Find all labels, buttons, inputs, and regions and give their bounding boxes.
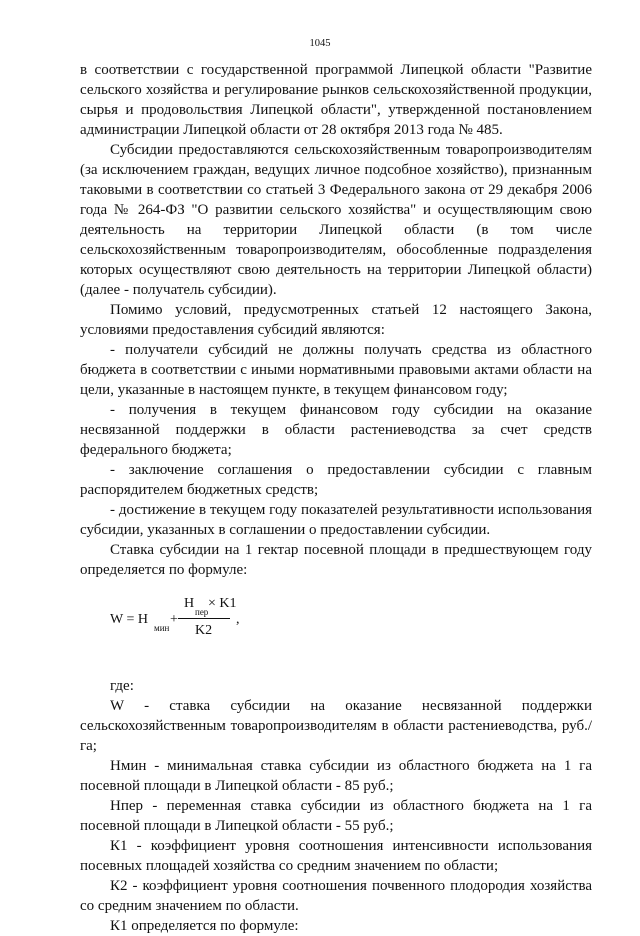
list-item: - получатели субсидий не должны получать средства из областного бюджета в соответствии с иными нормативными правовыми актами области на цели, указанные в настоящем пункте, в текущем финансовом году; [80, 342, 592, 398]
list-item: - достижение в текущем году показателей результативности использования субсидии, указанных в соглашении о предоставлении субсидии. [80, 502, 592, 538]
paragraph: в соответствии с государственной программой Липецкой области "Развитие сельского хозяйства и регулирование рынков сельскохозяйственной продукции, сырья и продовольствия Липецкой области", утвержденной постановлением администрации Липецкой области от 28 октября 2013 года № 485. [80, 62, 592, 138]
document-body [80, 60, 592, 936]
definition: К2 - коэффициент уровня соотношения почвенного плодородия хозяйства со средним значением по области. [80, 878, 592, 914]
paragraph: К1 определяется по формуле: [110, 918, 299, 934]
formula-numerator-h: H [184, 596, 195, 611]
page-number: 1045 [309, 38, 331, 49]
fraction-bar [178, 618, 230, 619]
formula-plus: + [170, 612, 178, 627]
list-item: - получения в текущем финансовом году субсидии на оказание несвязанной поддержки в области растениеводства за счет средств федерального бюджета; [80, 402, 592, 458]
formula-lhs-subscript: мин [154, 623, 170, 633]
formula-denominator: K2 [195, 623, 213, 638]
list-item: - заключение соглашения о предоставлении субсидии с главным распорядителем бюджетных средств; [80, 462, 592, 498]
paragraph: Ставка субсидии на 1 гектар посевной площади в предшествующем году определяется по формуле: [80, 542, 592, 578]
definition: Нпер - переменная ставка субсидии из областного бюджета на 1 га посевной площади в Липецкой области - 55 руб.; [80, 798, 592, 834]
paragraph: Субсидии предоставляются сельскохозяйственным товаропроизводителям (за исключением граждан, ведущих личное подсобное хозяйство), признанным таковыми в соответствии со статьей 3 Федерального закона от 29 декабря 2006 года № 264-ФЗ "О развитии сельского хозяйства" и осуществляющим свою деятельность на территории Липецкой области (в том числе сельскохозяйственным товаропроизводителям, обособленные подразделения которых осуществляют свою деятельность на территории Липецкой области) (далее - получатель субсидии). [80, 142, 592, 298]
formula-lhs: W = H [110, 612, 148, 627]
definition: К1 - коэффициент уровня соотношения интенсивности использования посевных площадей хозяйства со средним значением по области; [80, 838, 592, 874]
formula-w [80, 580, 592, 664]
formula-numerator-subscript: пер [195, 607, 209, 617]
formula-comma: , [236, 612, 240, 627]
formula-numerator-rest: × K1 [208, 596, 237, 611]
where-label: где: [110, 678, 134, 694]
definition: Нмин - минимальная ставка субсидии из областного бюджета на 1 га посевной площади в Липецкой области - 85 руб.; [80, 758, 592, 794]
definition: W - ставка субсидии на оказание несвязанной поддержки сельскохозяйственным товаропроизводителям в области растениеводства, руб./га; [80, 698, 592, 754]
paragraph: Помимо условий, предусмотренных статьей 12 настоящего Закона, условиями предоставления субсидий являются: [80, 302, 592, 338]
